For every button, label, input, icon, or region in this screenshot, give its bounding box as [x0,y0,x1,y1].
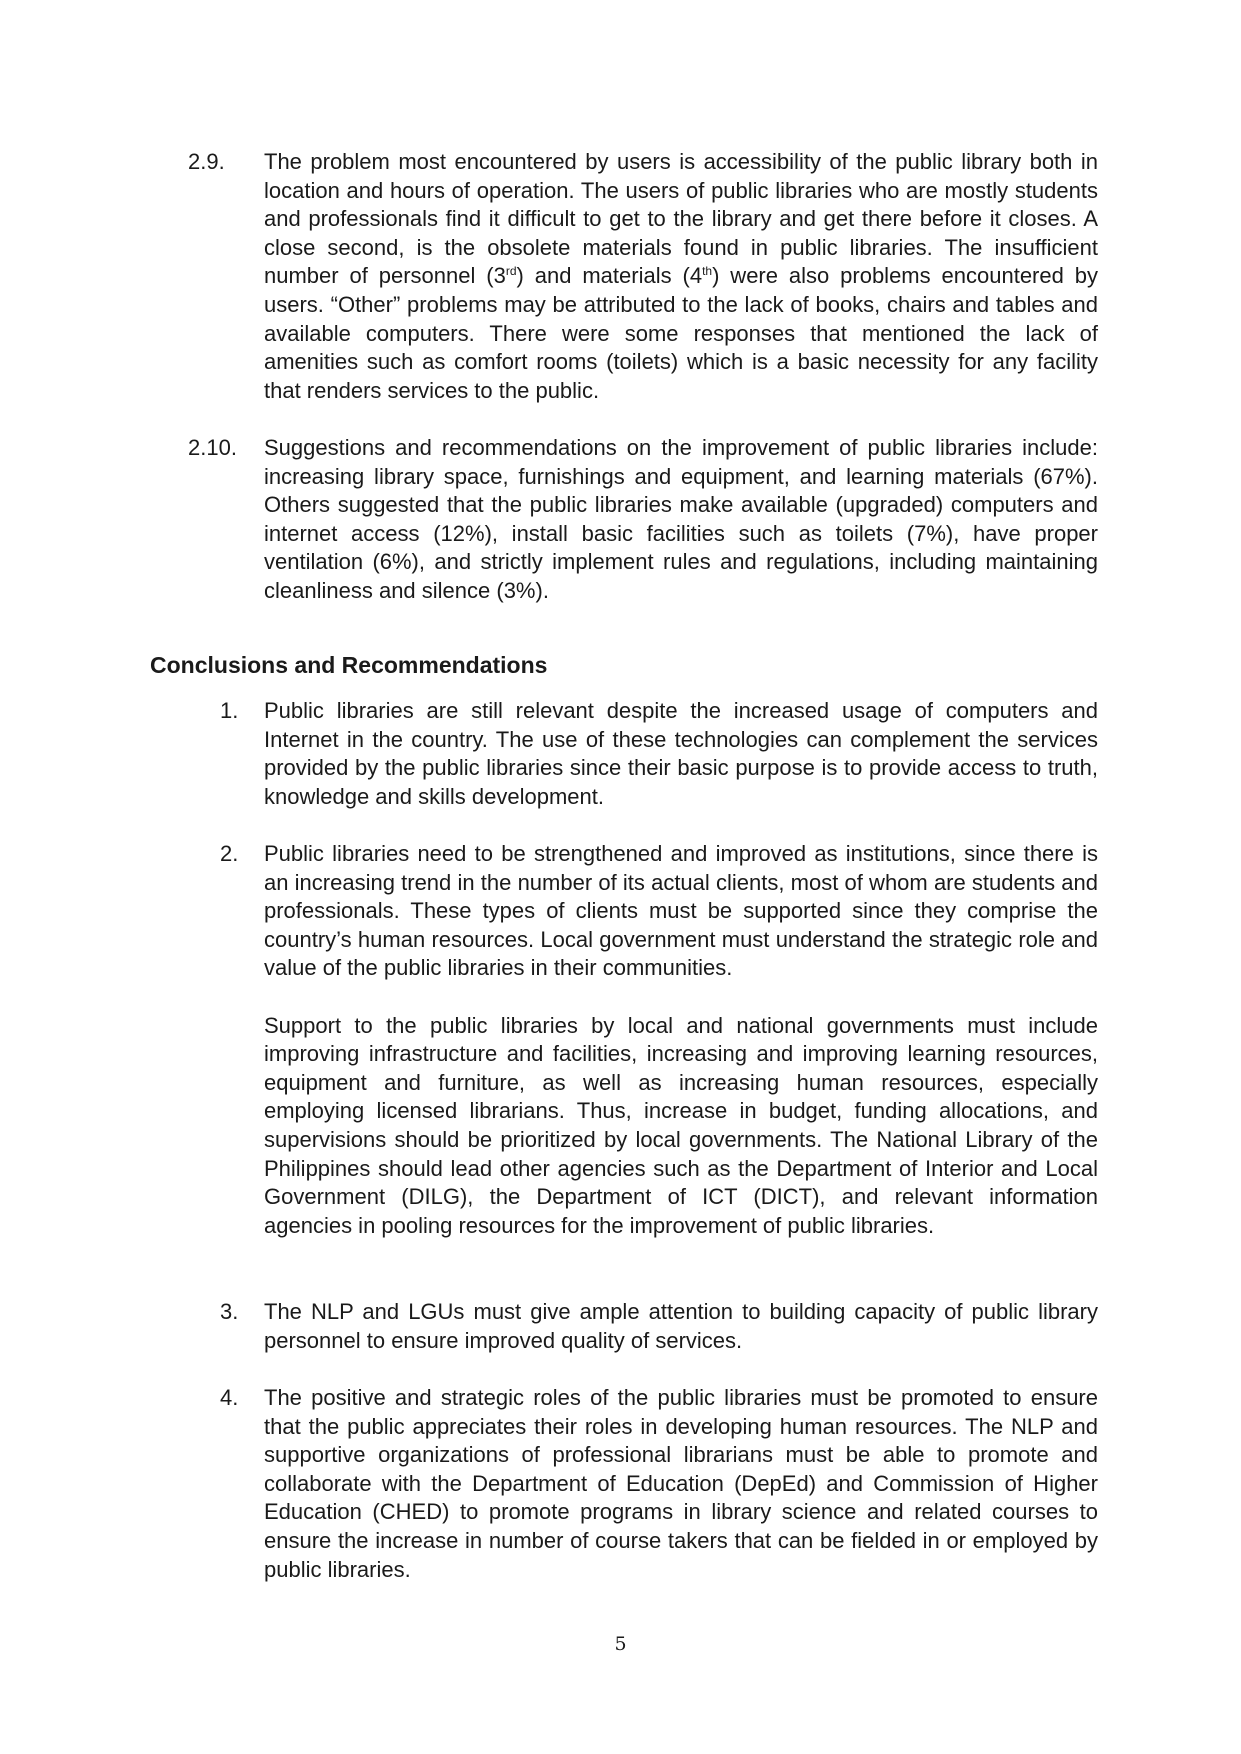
section-heading: Conclusions and Recommendations [150,652,548,678]
recommendation-text: Public libraries need to be strengthened and improved as institutions, since there is an increasing trend in the number of its actual clients, most of whom are students and professionals. These types of clients must be supported since they comprise the country’s human resources. Local government must understand the strategic role and value of the public libraries in their communities. [264,841,1098,981]
recommendation-text: The positive and strategic roles of the public libraries must be promoted to ensure that the public appreciates their roles in developing human resources. The NLP and supportive organizations of professional librarians must be able to promote and collaborate with the Department of Education (DepEd) and Commission of Higher Education (CHED) to promote programs in library science and related courses to ensure the increase in number of course takers that can be fielded in or employed by public libraries. [264,1385,1098,1582]
finding-2-9 [188,148,1098,405]
recommendation-body [264,840,1098,1240]
recommendation-number: 4. [220,1385,239,1410]
recommendation-2 [220,840,1098,1240]
recommendation-text: The NLP and LGUs must give ample attention to building capacity of public library personnel to ensure improved quality of services. [264,1299,1098,1353]
finding-2-10 [188,434,1098,606]
recommendation-3 [220,1298,1098,1355]
page-number: 5 [614,1633,627,1655]
finding-text: The problem most encountered by users is accessibility of the public library both in location and hours of operation. The users of public libraries who are mostly students and professionals find it difficult to get to the library and get there before it closes. A close second, is the obsolete materials found in public libraries. The insufficient number of personnel (3rd) and materials (4th) were also problems encountered by users. “Other” problems may be attributed to the lack of books, chairs and tables and available computers. There were some responses that mentioned the lack of amenities such as comfort rooms (toilets) which is a basic necessity for any facility that renders services to the public. [264,149,1098,403]
finding-number: 2.9. [188,149,225,174]
recommendation-text-continued: Support to the public libraries by local and national governments must include improving infrastructure and facilities, increasing and improving learning resources, equipment and furniture, as well as increasing human resources, especially employing licensed librarians. Thus, increase in budget, funding allocations, and supervisions should be prioritized by local governments. The National Library of the Philippines should lead other agencies such as the Department of Interior and Local Government (DILG), the Department of ICT (DICT), and relevant information agencies in pooling resources for the improvement of public libraries. [264,1012,1098,1238]
recommendation-4 [220,1384,1098,1584]
recommendation-number: 1. [220,698,239,723]
finding-number: 2.10. [188,435,237,460]
recommendation-number: 2. [220,841,239,866]
finding-text: Suggestions and recommendations on the improvement of public libraries include: increasing library space, furnishings and equipment, and learning materials (67%). Others suggested that the public libraries make available (upgraded) computers and internet access (12%), install basic facilities such as toilets (7%), have proper ventilation (6%), and strictly implement rules and regulations, including maintaining cleanliness and silence (3%). [264,435,1098,603]
recommendation-1 [220,697,1098,811]
recommendation-number: 3. [220,1299,239,1324]
recommendation-text: Public libraries are still relevant despite the increased usage of computers and Internet in the country. The use of these technologies can complement the services provided by the public libraries since their basic purpose is to provide access to truth, knowledge and skills development. [264,698,1098,809]
